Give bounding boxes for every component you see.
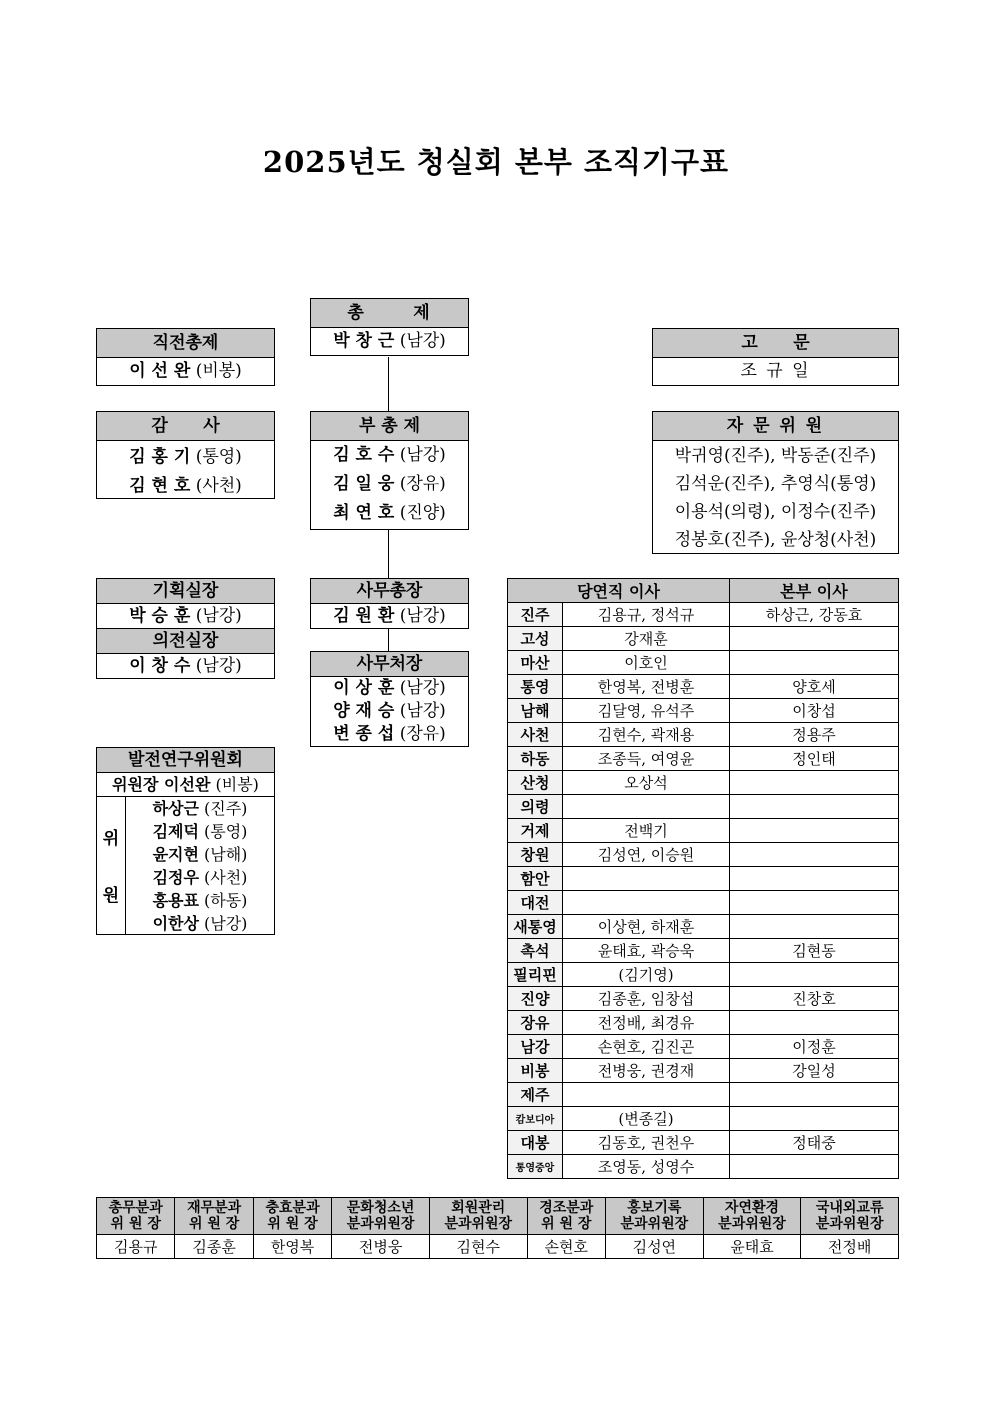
office-name: 양 재 승 bbox=[333, 701, 395, 721]
committee-chair-name: 전병웅 bbox=[332, 1235, 430, 1259]
vice-header: 부 총 제 bbox=[311, 412, 468, 441]
board-region: 산청 bbox=[508, 771, 563, 795]
board-region: 비봉 bbox=[508, 1059, 563, 1083]
auditor-name: 김 홍 기 bbox=[129, 447, 191, 467]
board-hq-director bbox=[730, 627, 899, 651]
board-table bbox=[507, 578, 899, 1179]
board-region: 하동 bbox=[508, 747, 563, 771]
ceremony-region: (남강) bbox=[195, 656, 242, 676]
board-hq-director: 양호세 bbox=[730, 675, 899, 699]
board-ex-officio bbox=[563, 867, 730, 891]
dev-member-region: (통영) bbox=[204, 822, 248, 841]
secgen-box bbox=[310, 578, 469, 629]
planning-name: 박 승 훈 bbox=[129, 606, 191, 626]
dev-member-region: (진주) bbox=[204, 799, 248, 818]
auditor-box bbox=[96, 411, 275, 499]
consult-row: 이용석(의령), 이정수(진주) bbox=[674, 502, 877, 522]
dev-member-region: (하동) bbox=[204, 891, 248, 910]
committee-title-line1: 충효분과 bbox=[265, 1200, 320, 1216]
board-hq-director: 진창호 bbox=[730, 987, 899, 1011]
board-row bbox=[508, 603, 899, 627]
board-row bbox=[508, 723, 899, 747]
connector-secgen-office bbox=[388, 627, 389, 652]
board-row bbox=[508, 963, 899, 987]
board-hq-director: 김현동 bbox=[730, 939, 899, 963]
board-region: 남해 bbox=[508, 699, 563, 723]
board-row bbox=[508, 939, 899, 963]
connector-vice-secgen bbox=[388, 529, 389, 579]
office-name: 이 상 훈 bbox=[333, 678, 395, 698]
board-ex-officio: 김성연, 이승원 bbox=[563, 843, 730, 867]
consult-row: 정봉호(진주), 윤상청(사천) bbox=[674, 530, 877, 550]
vice-name: 김 일 웅 bbox=[333, 474, 395, 494]
board-ex-officio: 김현수, 곽재용 bbox=[563, 723, 730, 747]
committee-title bbox=[703, 1198, 801, 1235]
president-box bbox=[310, 298, 469, 356]
committee-chair-name: 김용규 bbox=[97, 1235, 175, 1259]
board-hq-director bbox=[730, 1083, 899, 1107]
committee-chair-name: 윤태효 bbox=[703, 1235, 801, 1259]
committee-title-line1: 총무분과 bbox=[108, 1200, 163, 1216]
former-region: (비봉) bbox=[195, 361, 242, 381]
board-region: 촉석 bbox=[508, 939, 563, 963]
board-region: 필리핀 bbox=[508, 963, 563, 987]
office-region: (남강) bbox=[399, 678, 446, 698]
board-row bbox=[508, 1131, 899, 1155]
board-region: 의령 bbox=[508, 795, 563, 819]
board-hq-director bbox=[730, 771, 899, 795]
committee-title-line1: 문화청소년 bbox=[346, 1200, 415, 1216]
board-ex-officio: 조종득, 여영윤 bbox=[563, 747, 730, 771]
consult-box bbox=[652, 411, 899, 554]
office-region: (장유) bbox=[399, 724, 446, 744]
board-ex-officio: 전백기 bbox=[563, 819, 730, 843]
board-ex-officio: (김기영) bbox=[563, 963, 730, 987]
dev-committee-box bbox=[96, 747, 275, 935]
board-ex-officio: 오상석 bbox=[563, 771, 730, 795]
board-ex-officio: 손현호, 김진곤 bbox=[563, 1035, 730, 1059]
board-row bbox=[508, 627, 899, 651]
dev-side-label: 위 bbox=[102, 829, 120, 849]
office-name: 변 종 섭 bbox=[333, 724, 395, 744]
board-hq-director bbox=[730, 1107, 899, 1131]
board-header-hq: 본부 이사 bbox=[730, 579, 899, 603]
committee-title bbox=[175, 1198, 253, 1235]
committee-chair-name: 한영복 bbox=[253, 1235, 331, 1259]
president-region: (남강) bbox=[399, 331, 446, 351]
vice-region: (남강) bbox=[399, 445, 446, 465]
board-row bbox=[508, 675, 899, 699]
dev-member-name: 이한상 bbox=[152, 914, 199, 933]
dev-chair: 위원장 이선완 bbox=[112, 775, 211, 794]
board-hq-director: 이정훈 bbox=[730, 1035, 899, 1059]
dev-member-name: 윤지현 bbox=[152, 845, 199, 864]
board-row bbox=[508, 1011, 899, 1035]
committee-header-row bbox=[97, 1198, 899, 1235]
committee-chair-name: 김종훈 bbox=[175, 1235, 253, 1259]
board-region: 진주 bbox=[508, 603, 563, 627]
dev-member-name: 김정우 bbox=[152, 868, 199, 887]
board-hq-director: 이창섭 bbox=[730, 699, 899, 723]
committee-title-line2: 분과위원장 bbox=[815, 1216, 884, 1232]
vice-region: (진양) bbox=[399, 503, 446, 523]
board-row bbox=[508, 891, 899, 915]
committee-title-line1: 홍보기록 bbox=[627, 1200, 682, 1216]
auditor-name: 김 현 호 bbox=[129, 476, 191, 496]
board-ex-officio: 강재훈 bbox=[563, 627, 730, 651]
auditor-region: (통영) bbox=[195, 447, 242, 467]
board-region: 장유 bbox=[508, 1011, 563, 1035]
committee-title-line1: 회원관리 bbox=[451, 1200, 506, 1216]
board-row bbox=[508, 1059, 899, 1083]
board-region: 창원 bbox=[508, 843, 563, 867]
board-hq-director: 정인태 bbox=[730, 747, 899, 771]
board-row bbox=[508, 1155, 899, 1179]
committee-title bbox=[801, 1198, 899, 1235]
board-hq-director bbox=[730, 1155, 899, 1179]
former-president-box bbox=[96, 328, 275, 386]
board-header-ex: 당연직 이사 bbox=[508, 579, 730, 603]
board-row bbox=[508, 771, 899, 795]
auditor-header: 감 사 bbox=[97, 412, 274, 441]
board-region: 고성 bbox=[508, 627, 563, 651]
dev-member-name: 하상근 bbox=[152, 799, 199, 818]
board-ex-officio: 김종훈, 임창섭 bbox=[563, 987, 730, 1011]
board-row bbox=[508, 1083, 899, 1107]
dev-member-name: 김제덕 bbox=[152, 822, 199, 841]
planning-box bbox=[96, 578, 275, 679]
board-ex-officio bbox=[563, 1083, 730, 1107]
committee-table bbox=[96, 1197, 899, 1259]
vice-region: (장유) bbox=[399, 474, 446, 494]
planning-region: (남강) bbox=[195, 606, 242, 626]
ceremony-name: 이 창 수 bbox=[129, 656, 191, 676]
board-ex-officio: 이호인 bbox=[563, 651, 730, 675]
board-hq-director bbox=[730, 795, 899, 819]
board-region: 대봉 bbox=[508, 1131, 563, 1155]
board-hq-director: 하상근, 강동효 bbox=[730, 603, 899, 627]
committee-title-line2: 분과위원장 bbox=[346, 1216, 415, 1232]
board-row bbox=[508, 867, 899, 891]
board-ex-officio: 조영동, 성영수 bbox=[563, 1155, 730, 1179]
committee-title-line1: 국내외교류 bbox=[815, 1200, 884, 1216]
board-ex-officio: 이상현, 하재훈 bbox=[563, 915, 730, 939]
secgen-region: (남강) bbox=[399, 606, 446, 626]
board-region: 사천 bbox=[508, 723, 563, 747]
board-region: 함안 bbox=[508, 867, 563, 891]
board-hq-director: 정태중 bbox=[730, 1131, 899, 1155]
board-row bbox=[508, 819, 899, 843]
committee-title-line2: 위 원 장 bbox=[267, 1216, 318, 1232]
board-hq-director bbox=[730, 651, 899, 675]
board-region: 제주 bbox=[508, 1083, 563, 1107]
board-row bbox=[508, 843, 899, 867]
committee-title bbox=[253, 1198, 331, 1235]
committee-title-line1: 경조분과 bbox=[539, 1200, 594, 1216]
board-ex-officio: 김달영, 유석주 bbox=[563, 699, 730, 723]
committee-title bbox=[527, 1198, 605, 1235]
board-hq-director bbox=[730, 891, 899, 915]
committee-title bbox=[97, 1198, 175, 1235]
board-row bbox=[508, 699, 899, 723]
board-region: 마산 bbox=[508, 651, 563, 675]
board-hq-director bbox=[730, 963, 899, 987]
committee-title bbox=[606, 1198, 704, 1235]
vice-name: 김 호 수 bbox=[333, 445, 395, 465]
committee-title bbox=[332, 1198, 430, 1235]
committee-title-line2: 위 원 장 bbox=[541, 1216, 592, 1232]
committee-chair-name: 김현수 bbox=[429, 1235, 527, 1259]
office-box bbox=[310, 651, 469, 747]
board-region: 남강 bbox=[508, 1035, 563, 1059]
board-hq-director bbox=[730, 843, 899, 867]
secgen-header: 사무총장 bbox=[311, 579, 468, 604]
office-header: 사무처장 bbox=[311, 652, 468, 677]
board-row bbox=[508, 1035, 899, 1059]
adviser-box bbox=[652, 328, 899, 386]
board-row bbox=[508, 1107, 899, 1131]
committee-title-line2: 분과위원장 bbox=[620, 1216, 689, 1232]
vice-name: 최 연 호 bbox=[333, 503, 395, 523]
president-name: 박 창 근 bbox=[333, 331, 395, 351]
committee-chair-name: 김성연 bbox=[606, 1235, 704, 1259]
board-hq-director: 정용주 bbox=[730, 723, 899, 747]
board-region: 새통영 bbox=[508, 915, 563, 939]
committee-chair-name: 손현호 bbox=[527, 1235, 605, 1259]
board-ex-officio: 전병웅, 권경재 bbox=[563, 1059, 730, 1083]
committee-title-line1: 자연환경 bbox=[724, 1200, 780, 1216]
board-ex-officio: (변종길) bbox=[563, 1107, 730, 1131]
committee-chair-name: 전정배 bbox=[801, 1235, 899, 1259]
consult-header: 자 문 위 원 bbox=[653, 412, 898, 441]
connector-president-vice bbox=[388, 357, 389, 412]
adviser-name: 조 규 일 bbox=[740, 361, 811, 381]
board-hq-director bbox=[730, 867, 899, 891]
board-ex-officio: 윤태효, 곽승욱 bbox=[563, 939, 730, 963]
dev-member-region: (남해) bbox=[204, 845, 248, 864]
dev-member-region: (남강) bbox=[204, 914, 248, 933]
planning-header: 기획실장 bbox=[97, 579, 274, 604]
ceremony-header: 의전실장 bbox=[97, 629, 274, 654]
board-hq-director bbox=[730, 915, 899, 939]
dev-side-label: 원 bbox=[102, 886, 120, 906]
board-region: 통영중앙 bbox=[508, 1155, 563, 1179]
board-ex-officio bbox=[563, 795, 730, 819]
consult-row: 박귀영(진주), 박동준(진주) bbox=[674, 446, 877, 466]
board-row bbox=[508, 915, 899, 939]
secgen-name: 김 원 환 bbox=[333, 606, 395, 626]
board-region: 캄보디아 bbox=[508, 1107, 563, 1131]
consult-row: 김석운(진주), 추영식(통영) bbox=[674, 474, 877, 494]
board-hq-director: 강일성 bbox=[730, 1059, 899, 1083]
board-ex-officio bbox=[563, 891, 730, 915]
board-row bbox=[508, 651, 899, 675]
committee-name-row bbox=[97, 1235, 899, 1259]
board-ex-officio: 김용규, 정석규 bbox=[563, 603, 730, 627]
committee-title-line1: 재무분과 bbox=[187, 1200, 242, 1216]
board-region: 통영 bbox=[508, 675, 563, 699]
office-region: (남강) bbox=[399, 701, 446, 721]
auditor-region: (사천) bbox=[195, 476, 242, 496]
dev-member-name: 홍용표 bbox=[152, 891, 199, 910]
board-row bbox=[508, 747, 899, 771]
board-region: 대전 bbox=[508, 891, 563, 915]
adviser-header: 고 문 bbox=[653, 329, 898, 358]
board-row bbox=[508, 987, 899, 1011]
vice-president-box bbox=[310, 411, 469, 530]
board-region: 진양 bbox=[508, 987, 563, 1011]
committee-title-line2: 위 원 장 bbox=[188, 1216, 240, 1232]
board-region: 거제 bbox=[508, 819, 563, 843]
board-hq-director bbox=[730, 1011, 899, 1035]
president-header: 총 제 bbox=[311, 299, 468, 328]
board-row bbox=[508, 795, 899, 819]
former-header: 직전총제 bbox=[97, 329, 274, 358]
page-title: 2025년도 청실회 본부 조직기구표 bbox=[262, 145, 730, 179]
board-hq-director bbox=[730, 819, 899, 843]
committee-title-line2: 위 원 장 bbox=[110, 1216, 161, 1232]
former-name: 이 선 완 bbox=[129, 361, 191, 381]
dev-chair-region: (비봉) bbox=[215, 775, 259, 794]
committee-title-line2: 분과위원장 bbox=[444, 1216, 513, 1232]
committee-title-line2: 분과위원장 bbox=[718, 1216, 786, 1232]
dev-member-region: (사천) bbox=[204, 868, 248, 887]
committee-title bbox=[429, 1198, 527, 1235]
board-ex-officio: 전정배, 최경유 bbox=[563, 1011, 730, 1035]
dev-header: 발전연구위원회 bbox=[97, 748, 274, 773]
board-ex-officio: 김동호, 권천우 bbox=[563, 1131, 730, 1155]
board-ex-officio: 한영복, 전병훈 bbox=[563, 675, 730, 699]
